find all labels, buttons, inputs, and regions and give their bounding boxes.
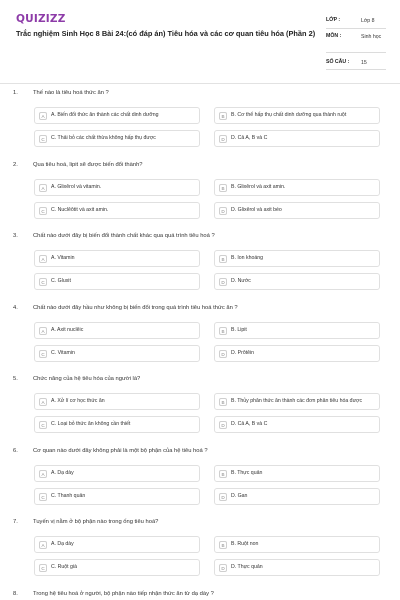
- question-number: 1.: [13, 90, 18, 96]
- answer-option-c[interactable]: [34, 273, 200, 290]
- option-letter-badge: D: [219, 493, 227, 501]
- answer-option-b[interactable]: [214, 250, 380, 267]
- answer-option-b[interactable]: [214, 536, 380, 553]
- meta-class-value: Lớp 8: [361, 18, 375, 24]
- answer-option-c[interactable]: [34, 559, 200, 576]
- worksheet-title: Trắc nghiệm Sinh Học 8 Bài 24:(có đáp án) Tiêu hóa và các cơ quan tiêu hóa (Phần 2): [16, 29, 316, 38]
- question-text: Cơ quan nào dưới đây không phải là một bộ phận của hệ tiêu hoá ?: [33, 447, 208, 454]
- worksheet-meta: [326, 12, 386, 70]
- worksheet-header: [0, 0, 400, 84]
- option-letter-badge: B: [219, 184, 227, 192]
- option-letter-badge: D: [219, 135, 227, 143]
- question-text: Qua tiêu hoá, lipit sẽ được biến đổi thành?: [33, 161, 143, 168]
- option-text: A. Biến đổi thức ăn thành các chất dinh dưỡng: [51, 112, 159, 119]
- option-letter-badge: D: [219, 350, 227, 358]
- answer-option-d[interactable]: [214, 488, 380, 505]
- option-letter-badge: A: [39, 112, 47, 120]
- answer-option-a[interactable]: [34, 536, 200, 553]
- option-letter-badge: D: [219, 564, 227, 572]
- option-text: D. Cả A, B và C: [231, 135, 268, 142]
- option-text: A. Xử lí cơ học thức ăn: [51, 398, 105, 405]
- question-text: Chất nào dưới đây hầu như không bị biến đổi trong quá trình tiêu hoá thức ăn ?: [33, 304, 238, 311]
- answer-option-c[interactable]: [34, 416, 200, 433]
- question-number: 7.: [13, 519, 18, 525]
- answer-option-b[interactable]: [214, 179, 380, 196]
- option-text: D. Prôtêin: [231, 349, 255, 356]
- option-text: C. Gluxit: [51, 278, 71, 285]
- answer-option-c[interactable]: [34, 202, 200, 219]
- option-text: D. Gan: [231, 492, 248, 499]
- option-letter-badge: C: [39, 135, 47, 143]
- question-text: Tuyến vị nằm ở bộ phận nào trong ống tiêu hoá?: [33, 519, 159, 525]
- header-divider: [0, 83, 400, 84]
- answer-option-b[interactable]: [214, 322, 380, 339]
- meta-count-label: SỐ CÂU :: [326, 59, 350, 65]
- meta-subject-label: MÔN :: [326, 33, 342, 39]
- quizizz-logo[interactable]: QUIZIZZ: [16, 13, 66, 25]
- option-text: C. Loại bỏ thức ăn không cần thiết: [51, 421, 131, 428]
- option-letter-badge: A: [39, 327, 47, 335]
- question-text: Thế nào là tiêu hoá thức ăn ?: [33, 90, 109, 96]
- option-letter-badge: A: [39, 398, 47, 406]
- option-text: D. Nước: [231, 278, 251, 285]
- meta-count-value: 15: [361, 60, 367, 66]
- meta-subject-row: [326, 29, 386, 53]
- option-text: A. Glixêrol và vitamin.: [51, 183, 102, 190]
- option-letter-badge: C: [39, 493, 47, 501]
- option-letter-badge: B: [219, 398, 227, 406]
- option-letter-badge: C: [39, 564, 47, 572]
- option-text: B. Cơ thể hấp thụ chất dinh dưỡng qua thành ruột: [231, 112, 347, 119]
- answer-option-a[interactable]: [34, 179, 200, 196]
- meta-count-row: [326, 53, 386, 70]
- question-number: 5.: [13, 376, 18, 382]
- option-text: C. Nuclêôtit và axit amin.: [51, 206, 109, 213]
- option-letter-badge: B: [219, 541, 227, 549]
- question-number: 4.: [13, 304, 18, 311]
- option-text: C. Vitamin: [51, 349, 75, 356]
- answer-option-c[interactable]: [34, 345, 200, 362]
- question-text: Chức năng của hệ tiêu hóa của người là?: [33, 376, 141, 382]
- answer-option-d[interactable]: [214, 345, 380, 362]
- option-letter-badge: B: [219, 255, 227, 263]
- option-text: A. Dạ dày: [51, 469, 74, 476]
- answer-option-d[interactable]: [214, 273, 380, 290]
- option-text: B. Ion khoáng: [231, 255, 264, 262]
- question-number: 3.: [13, 233, 18, 239]
- option-text: B. Ruột non: [231, 541, 259, 548]
- option-text: D. Glixêrol và axit béo: [231, 206, 282, 213]
- option-text: B. Lipit: [231, 326, 247, 333]
- option-letter-badge: D: [219, 207, 227, 215]
- answer-option-a[interactable]: [34, 107, 200, 124]
- option-letter-badge: A: [39, 184, 47, 192]
- option-text: C. Ruột già: [51, 564, 77, 571]
- option-text: C. Thải bỏ các chất thừa không hấp thụ được: [51, 135, 156, 142]
- answer-option-a[interactable]: [34, 393, 200, 410]
- answer-option-d[interactable]: [214, 559, 380, 576]
- option-letter-badge: D: [219, 421, 227, 429]
- question-text: Trong hệ tiêu hoá ở người, bộ phận nào tiếp nhận thức ăn từ dạ dày ?: [33, 590, 214, 597]
- answer-option-a[interactable]: [34, 322, 200, 339]
- option-text: B. Glixêrol và axit amin.: [231, 183, 286, 190]
- answer-option-d[interactable]: [214, 202, 380, 219]
- option-letter-badge: C: [39, 350, 47, 358]
- option-text: A. Vitamin: [51, 255, 75, 262]
- option-text: A. Axit nuclêic: [51, 326, 84, 333]
- meta-class-row: [326, 12, 386, 29]
- answer-option-b[interactable]: [214, 393, 380, 410]
- answer-option-a[interactable]: [34, 465, 200, 482]
- option-text: D. Cả A, B và C: [231, 421, 268, 428]
- question-text: Chất nào dưới đây bị biến đổi thành chất khác qua quá trình tiêu hoá ?: [33, 233, 215, 239]
- option-letter-badge: C: [39, 207, 47, 215]
- option-letter-badge: B: [219, 112, 227, 120]
- option-letter-badge: B: [219, 327, 227, 335]
- question-number: 2.: [13, 161, 18, 168]
- option-letter-badge: A: [39, 255, 47, 263]
- option-text: B. Thủy phân thức ăn thành các đơn phân tiêu hóa được: [231, 398, 363, 405]
- option-text: A. Dạ dày: [51, 541, 74, 548]
- option-letter-badge: D: [219, 278, 227, 286]
- option-letter-badge: B: [219, 470, 227, 478]
- question-number: 6.: [13, 447, 18, 454]
- question-number: 8.: [13, 590, 18, 597]
- answer-option-c[interactable]: [34, 130, 200, 147]
- answer-option-b[interactable]: [214, 107, 380, 124]
- option-text: D. Thực quản: [231, 564, 263, 571]
- option-text: C. Thanh quản: [51, 492, 86, 499]
- option-letter-badge: A: [39, 541, 47, 549]
- meta-subject-value: Sinh học: [361, 34, 382, 40]
- option-letter-badge: C: [39, 278, 47, 286]
- answer-option-d[interactable]: [214, 416, 380, 433]
- option-letter-badge: C: [39, 421, 47, 429]
- answer-option-a[interactable]: [34, 250, 200, 267]
- answer-option-b[interactable]: [214, 465, 380, 482]
- option-letter-badge: A: [39, 470, 47, 478]
- answer-option-d[interactable]: [214, 130, 380, 147]
- meta-class-label: LỚP :: [326, 17, 341, 23]
- option-text: B. Thực quản: [231, 469, 263, 476]
- answer-option-c[interactable]: [34, 488, 200, 505]
